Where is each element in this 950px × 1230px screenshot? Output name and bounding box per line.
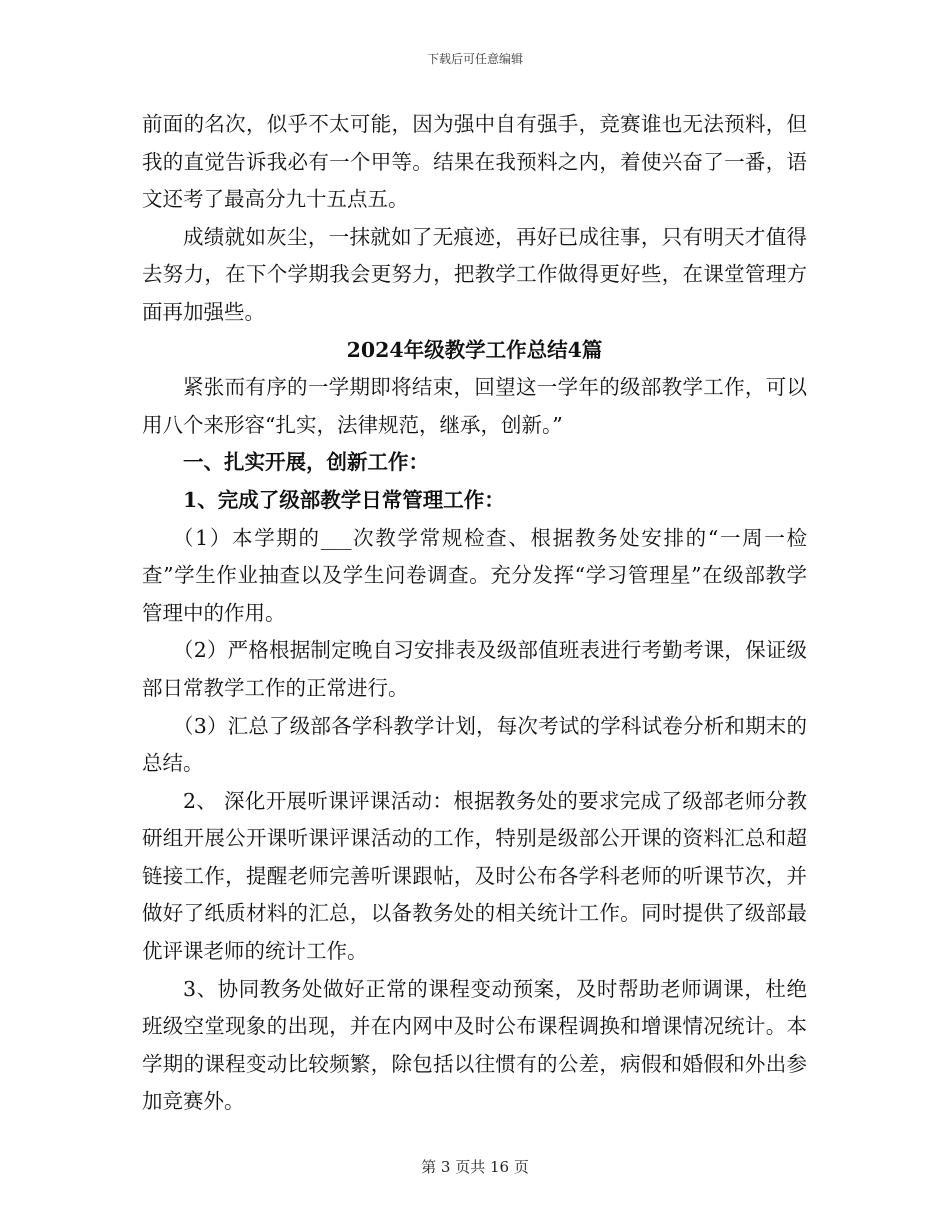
paragraph-point-2: 2、 深化开展听课评课活动：根据教务处的要求完成了级部老师分教研组开展公开课听课评课活动的工作，特别是级部公开课的资料汇总和超链接工作，提醒老师完善听课跟帖，及时公布各学科老师的听课节次，并做好了纸质材料的汇总，以备教务处的相关统计工作。同时提供了级部最优评课老师的统计工作。 xyxy=(142,788,807,964)
document-title: 2024年级教学工作总结4篇 xyxy=(346,337,603,362)
paragraph-continued: 前面的名次，似乎不太可能，因为强中自有强手，竞赛谁也无法预料，但我的直觉告诉我必有一个甲等。结果在我预料之内，着使兴奋了一番，语文还考了最高分九十五点五。 xyxy=(142,112,807,212)
section-heading-1: 一、扎实开展，创新工作： xyxy=(183,450,429,475)
paragraph-grades: 成绩就如灰尘，一抹就如了无痕迹，再好已成往事，只有明天才值得去努力，在下个学期我会更努力，把教学工作做得更好些，在课堂管理方面再加强些。 xyxy=(142,224,807,324)
page-header: 下载后可任意编辑 xyxy=(426,52,523,66)
paragraph-point-3: 3、协同教务处做好正常的课程变动预案，及时帮助老师调课，杜绝班级空堂现象的出现，并在内网中及时公布课程调换和增课情况统计。本学期的课程变动比较频繁，除包括以往惯有的公差，病假和婚假和外出参加竞赛外。 xyxy=(142,976,807,1114)
subsection-heading-1: 1、完成了级部教学日常管理工作： xyxy=(183,487,505,512)
list-item-3: （3）汇总了级部各学科教学计划，每次考试的学科试卷分析和期末的总结。 xyxy=(142,713,807,776)
list-item-1: （1）本学期的___次教学常规检查、根据教务处安排的“一周一检查”学生作业抽查以及学生问卷调查。充分发挥“学习管理星”在级部教学管理中的作用。 xyxy=(142,525,807,625)
page-footer: 第 3 页共 16 页 xyxy=(421,1158,529,1176)
list-item-2: （2）严格根据制定晚自习安排表及级部值班表进行考勤考课，保证级部日常教学工作的正常进行。 xyxy=(142,638,807,700)
paragraph-intro: 紧张而有序的一学期即将结束，回望这一学年的级部教学工作，可以用八个来形容“扎实，法律规范，继承，创新。” xyxy=(142,375,807,437)
document-body xyxy=(142,106,807,1121)
